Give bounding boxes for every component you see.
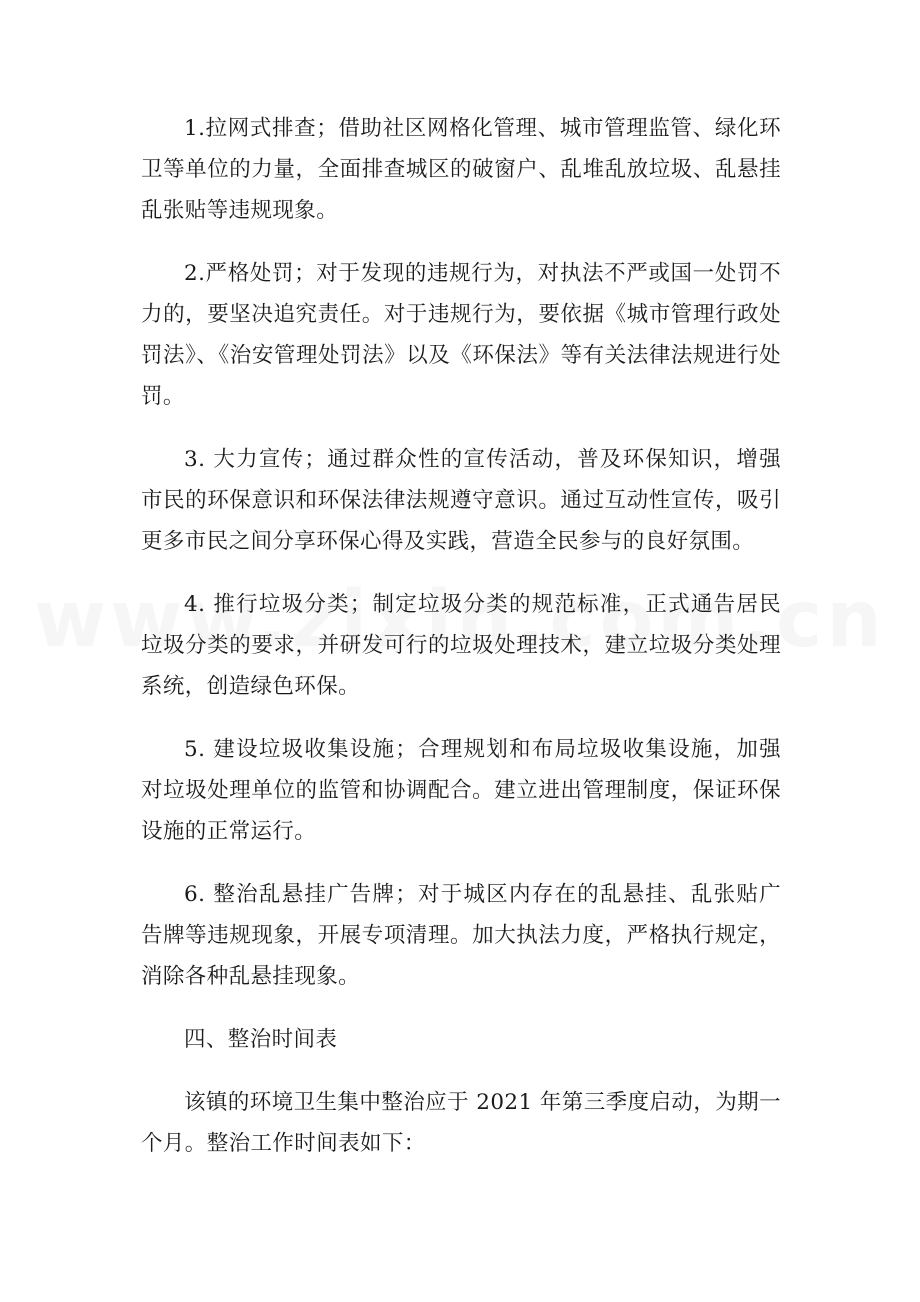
paragraph-item-2: 2.严格处罚；对于发现的违规行为，对执法不严或国一处罚不力的，要坚决追究责任。对于违规行为，要依据《城市管理行政处罚法》、《治安管理处罚法》以及《环保法》等有关法律法规进行处罚。 (141, 261, 781, 409)
paragraph-item-4: 4. 推行垃圾分类；制定垃圾分类的规范标准，正式通告居民垃圾分类的要求，并研发可行的垃圾处理技术，建立垃圾分类处理系统，创造绿色环保。 (141, 592, 781, 699)
paragraph-item-5: 5. 建设垃圾收集设施；合理规划和布局垃圾收集设施，加强对垃圾处理单位的监管和协调配合。建立进出管理制度，保证环保设施的正常运行。 (141, 737, 781, 844)
section-heading: 四、整治时间表 (184, 1027, 338, 1052)
paragraph-item-6: 6. 整治乱悬挂广告牌；对于城区内存在的乱悬挂、乱张贴广告牌等违规现象，开展专项清理。加大执法力度，严格执行规定，消除各种乱悬挂现象。 (141, 882, 781, 989)
paragraph-item-3: 3. 大力宣传；通过群众性的宣传活动，普及环保知识，增强市民的环保意识和环保法律法规遵守意识。通过互动性宣传，吸引更多市民之间分享环保心得及实践，营造全民参与的良好氛围。 (141, 447, 781, 554)
closing-paragraph: 该镇的环境卫生集中整治应于 2021 年第三季度启动，为期一个月。整治工作时间表如下： (141, 1090, 781, 1156)
document-body (141, 108, 781, 1186)
paragraph-item-1: 1.拉网式排查；借助社区网格化管理、城市管理监管、绿化环卫等单位的力量，全面排查城区的破窗户、乱堆乱放垃圾、乱悬挂乱张贴等违规现象。 (141, 116, 781, 223)
